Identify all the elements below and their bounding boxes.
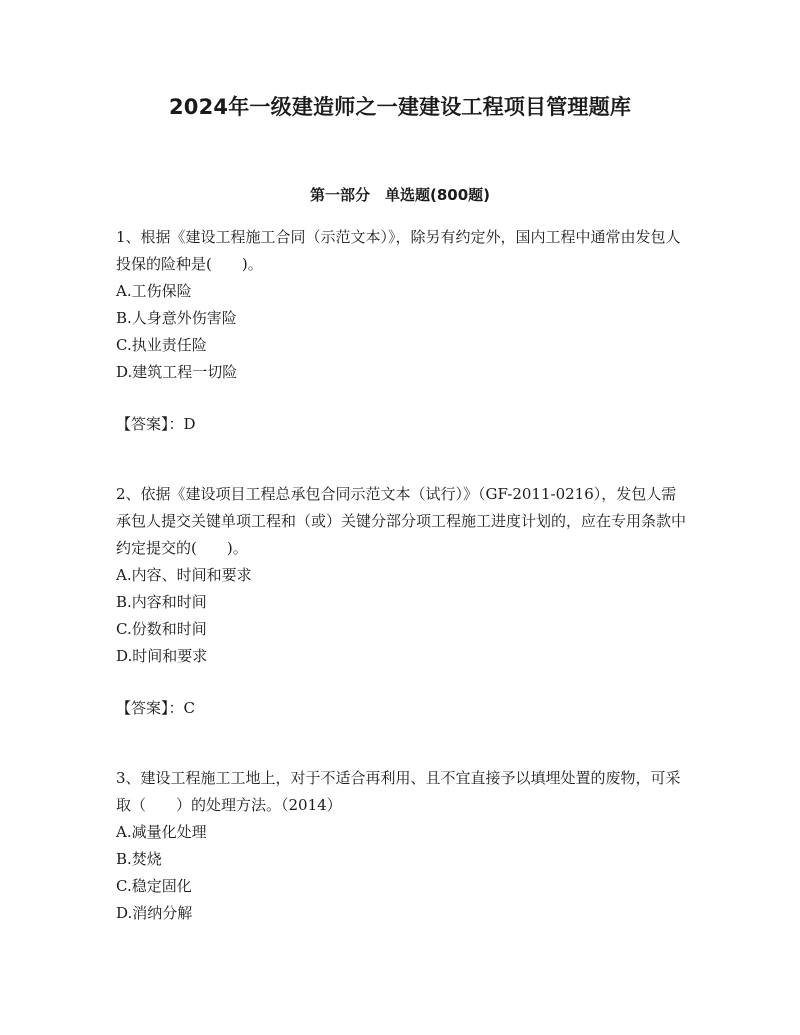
question-stem: 3、建设工程施工工地上，对于不适合再利用、且不宜直接予以填埋处置的废物，可采取（ ）的处理方法。（2014） bbox=[116, 769, 681, 814]
answer-label: 【答案】：C bbox=[116, 699, 195, 717]
option-a: A.减量化处理 bbox=[116, 823, 207, 841]
answer-label: 【答案】：D bbox=[116, 415, 196, 433]
question-3 bbox=[116, 765, 686, 927]
document-title: 2024年一级建造师之一建建设工程项目管理题库 bbox=[168, 95, 632, 119]
section-title: 第一部分 单选题(800题) bbox=[309, 186, 491, 204]
option-d: D.时间和要求 bbox=[116, 647, 208, 665]
option-b: B.焚烧 bbox=[116, 850, 162, 868]
option-b: B.内容和时间 bbox=[116, 593, 207, 611]
question-stem: 1、根据《建设工程施工合同（示范文本）》，除另有约定外，国内工程中通常由发包人投保的险种是( )。 bbox=[116, 228, 681, 273]
option-c: C.稳定固化 bbox=[116, 877, 192, 895]
option-list bbox=[116, 562, 686, 670]
question-stem: 2、依据《建设项目工程总承包合同示范文本（试行）》（GF-2011-0216），发包人需承包人提交关键单项工程和（或）关键分部分项工程施工进度计划的，应在专用条款中约定提交的( )。 bbox=[116, 485, 687, 557]
option-a: A.工伤保险 bbox=[116, 282, 192, 300]
option-c: C.执业责任险 bbox=[116, 336, 207, 354]
option-d: D.消纳分解 bbox=[116, 904, 193, 922]
option-b: B.人身意外伤害险 bbox=[116, 309, 237, 327]
option-a: A.内容、时间和要求 bbox=[116, 566, 252, 584]
question-2 bbox=[116, 481, 686, 722]
option-list bbox=[116, 819, 686, 927]
question-1 bbox=[116, 224, 686, 438]
option-list bbox=[116, 278, 686, 386]
option-c: C.份数和时间 bbox=[116, 620, 207, 638]
option-d: D.建筑工程一切险 bbox=[116, 363, 238, 381]
